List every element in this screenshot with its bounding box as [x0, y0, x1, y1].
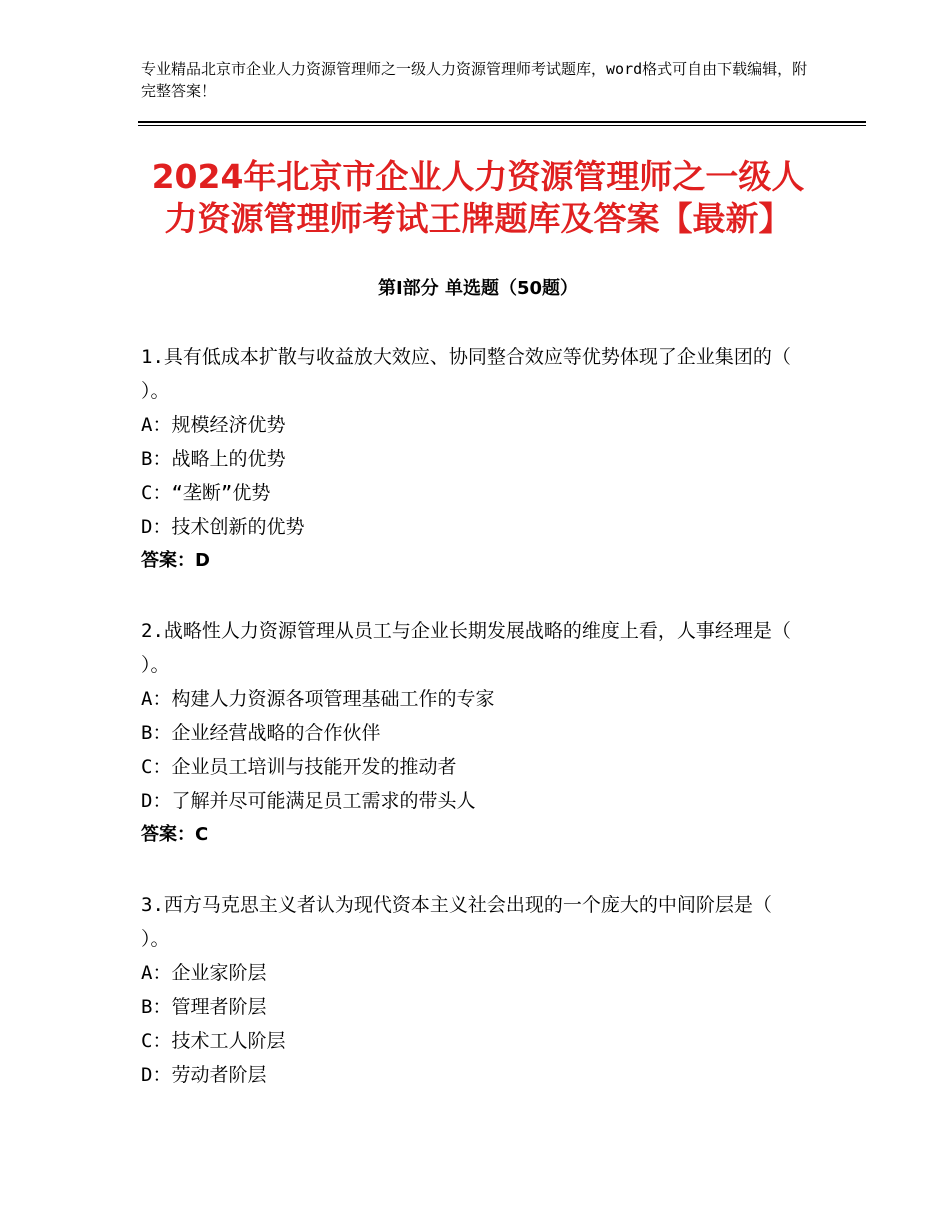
option-c: C：“垄断”优势 [141, 482, 271, 504]
option-b: B：战略上的优势 [141, 448, 286, 470]
option-c: C：企业员工培训与技能开发的推动者 [141, 756, 457, 778]
option-b: B：管理者阶层 [141, 996, 267, 1018]
option-d: D：劳动者阶层 [141, 1064, 267, 1086]
header-note: 专业精品北京市企业人力资源管理师之一级人力资源管理师考试题库，word格式可自由下载编辑，附完整答案！ [141, 60, 808, 100]
question-stem: 2.战略性人力资源管理从员工与企业长期发展战略的维度上看，人事经理是（ ）。 [141, 620, 791, 676]
answer-line: 答案：D [141, 550, 210, 571]
question-1 [141, 340, 806, 578]
document-title: 2024年北京市企业人力资源管理师之一级人力资源管理师考试王牌题库及答案【最新】 [151, 157, 805, 238]
answer-line: 答案：C [141, 824, 209, 845]
option-c: C：技术工人阶层 [141, 1030, 286, 1052]
question-3 [141, 888, 806, 1092]
option-d: D：技术创新的优势 [141, 516, 305, 538]
header-divider-thick [138, 121, 866, 123]
question-2 [141, 614, 806, 852]
option-a: A：规模经济优势 [141, 414, 286, 436]
question-stem: 1.具有低成本扩散与收益放大效应、协同整合效应等优势体现了企业集团的（ ）。 [141, 346, 791, 402]
option-d: D：了解并尽可能满足员工需求的带头人 [141, 790, 476, 812]
header-divider-thin [138, 125, 866, 126]
option-a: A：构建人力资源各项管理基础工作的专家 [141, 688, 495, 710]
question-list [141, 340, 806, 1128]
section-heading: 第Ⅰ部分 单选题（50题） [377, 278, 578, 299]
option-a: A：企业家阶层 [141, 962, 267, 984]
question-stem: 3.西方马克思主义者认为现代资本主义社会出现的一个庞大的中间阶层是（ ）。 [141, 894, 772, 950]
option-b: B：企业经营战略的合作伙伴 [141, 722, 381, 744]
